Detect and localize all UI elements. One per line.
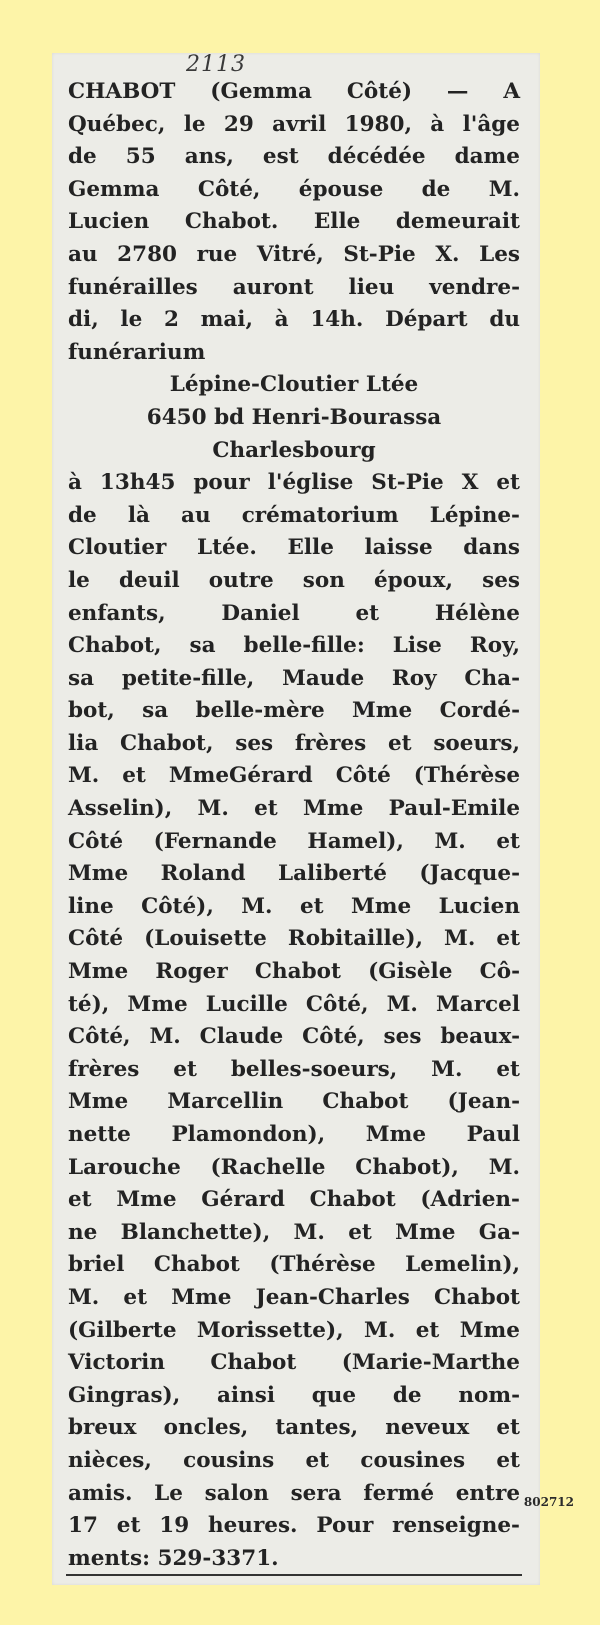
text-line: sa petite-fille, Maude Roy Cha- bbox=[68, 665, 520, 691]
text-line: di, le 2 mai, à 14h. Départ du bbox=[68, 307, 520, 333]
funeral-home-address: 6450 bd Henri-Bourassa bbox=[146, 404, 442, 430]
funeral-home-city: Charlesbourg bbox=[212, 437, 376, 463]
text-line: Québec, le 29 avril 1980, à l'âge bbox=[68, 111, 520, 137]
text-line: (Gilberte Morissette), M. et Mme bbox=[68, 1317, 520, 1343]
text-line: Larouche (Rachelle Chabot), M. bbox=[68, 1154, 520, 1180]
reference-code: 802712 bbox=[523, 1495, 574, 1509]
text-line: 17 et 19 heures. Pour renseigne- bbox=[68, 1513, 520, 1539]
text-line: et Mme Gérard Chabot (Adrien- bbox=[68, 1187, 520, 1213]
text-line: Côté, M. Claude Côté, ses beaux- bbox=[68, 1024, 520, 1050]
text-line: de là au crématorium Lépine- bbox=[68, 502, 520, 528]
text-line: le deuil outre son époux, ses bbox=[68, 567, 520, 593]
obituary-text bbox=[68, 76, 520, 1575]
text-line: Chabot, sa belle-fille: Lise Roy, bbox=[68, 633, 520, 659]
text-line: briel Chabot (Thérèse Lemelin), bbox=[68, 1252, 520, 1278]
text-line: M. et MmeGérard Côté (Thérèse bbox=[68, 763, 520, 789]
text-line: té), Mme Lucille Côté, M. Marcel bbox=[68, 991, 520, 1017]
text-line: CHABOT (Gemma Côté) — A bbox=[68, 79, 520, 104]
text-line: nièces, cousins et cousines et bbox=[68, 1447, 520, 1473]
text-line: Gemma Côté, épouse de M. bbox=[68, 176, 520, 202]
text-line: au 2780 rue Vitré, St-Pie X. Les bbox=[68, 241, 520, 267]
text-line: lia Chabot, ses frères et soeurs, bbox=[68, 730, 520, 756]
text-line: funérailles auront lieu vendre- bbox=[68, 274, 520, 300]
text-line: frères et belles-soeurs, M. et bbox=[68, 1056, 520, 1082]
text-line: M. et Mme Jean-Charles Chabot bbox=[68, 1284, 520, 1310]
text-line: Mme Roland Laliberté (Jacque- bbox=[68, 861, 520, 887]
bottom-rule bbox=[66, 1574, 522, 1576]
text-line: ments: 529-3371. bbox=[68, 1545, 279, 1571]
text-line: Mme Roger Chabot (Gisèle Cô- bbox=[68, 959, 520, 985]
text-line: bot, sa belle-mère Mme Cordé- bbox=[68, 698, 520, 724]
text-line: Victorin Chabot (Marie-Marthe bbox=[68, 1350, 520, 1376]
text-line: Asselin), M. et Mme Paul-Emile bbox=[68, 796, 520, 822]
text-line: nette Plamondon), Mme Paul bbox=[68, 1122, 520, 1147]
text-line: enfants, Daniel et Hélène bbox=[68, 600, 520, 626]
text-line: Gingras), ainsi que de nom- bbox=[68, 1382, 520, 1408]
text-line: Lucien Chabot. Elle demeurait bbox=[68, 209, 520, 235]
funeral-home-name: Lépine-Cloutier Ltée bbox=[169, 372, 419, 398]
text-line: Mme Marcellin Chabot (Jean- bbox=[68, 1089, 520, 1115]
text-line: funérarium bbox=[68, 339, 206, 365]
text-line: de 55 ans, est décédée dame bbox=[68, 144, 520, 170]
text-line: Côté (Fernande Hamel), M. et bbox=[68, 828, 520, 854]
text-line: Cloutier Ltée. Elle laisse dans bbox=[68, 535, 520, 561]
text-line: line Côté), M. et Mme Lucien bbox=[68, 893, 520, 919]
handwritten-note: 2113 bbox=[186, 52, 246, 77]
text-line: amis. Le salon sera fermé entre bbox=[68, 1480, 520, 1506]
text-line: Côté (Louisette Robitaille), M. et bbox=[68, 926, 520, 952]
text-line: ne Blanchette), M. et Mme Ga- bbox=[68, 1219, 520, 1245]
text-line: à 13h45 pour l'église St-Pie X et bbox=[68, 470, 520, 496]
text-line: breux oncles, tantes, neveux et bbox=[68, 1415, 520, 1441]
